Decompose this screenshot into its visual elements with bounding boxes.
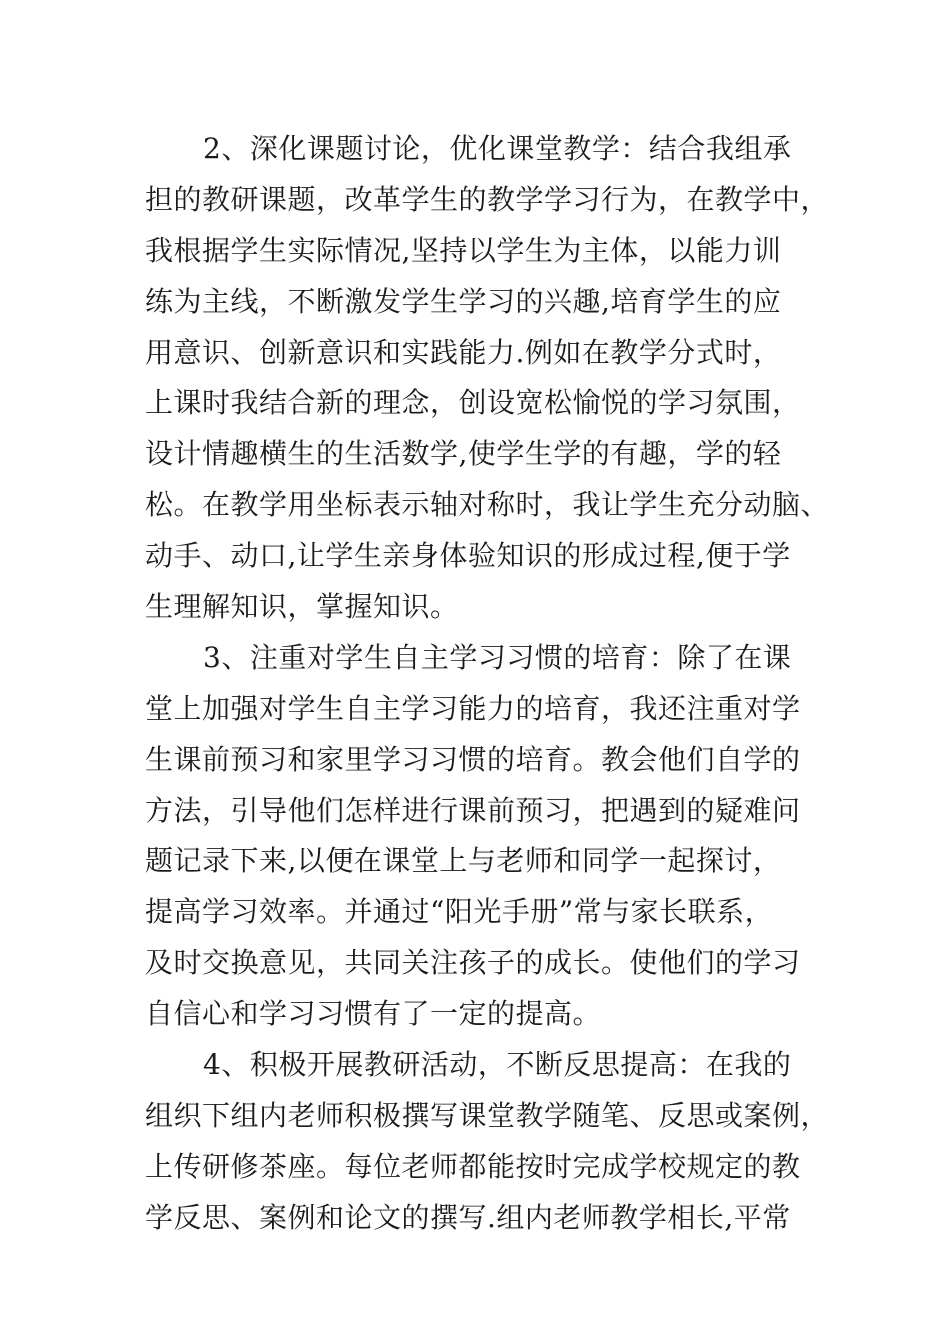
text-line: 自信心和学习习惯有了一定的提高。	[145, 997, 602, 1031]
text-line: 上传研修茶座。每位老师都能按时完成学校规定的教	[145, 1149, 801, 1183]
text-line: 担的教研课题，改革学生的教学学习行为，在教学中，	[145, 182, 830, 216]
text-line: 2、深化课题讨论，优化课堂教学：结合我组承	[203, 132, 792, 165]
text-line: 组织下组内老师积极撰写课堂教学随笔、反思或案例，	[145, 1098, 830, 1132]
text-line: 堂上加强对学生自主学习能力的培育，我还注重对学	[145, 691, 801, 725]
text-line: 提高学习效率。并通过“阳光手册”常与家长联系，	[145, 895, 774, 929]
document-page	[145, 124, 830, 1244]
text-line: 练为主线，不断激发学生学习的兴趣,培育学生的应	[145, 284, 782, 318]
paragraph-3	[145, 633, 810, 1040]
text-line: 学反思、案例和论文的撰写.组内老师教学相长,平常	[145, 1200, 791, 1234]
text-line: 我根据学生实际情况,坚持以学生为主体，以能力训	[145, 233, 782, 267]
text-line: 用意识、创新意识和实践能力.例如在教学分式时，	[145, 335, 782, 369]
text-line: 4、积极开展教研活动，不断反思提高：在我的	[203, 1048, 792, 1082]
text-line: 生理解知识，掌握知识。	[145, 590, 459, 624]
text-line: 及时交换意见，共同关注孩子的成长。使他们的学习	[145, 946, 801, 980]
text-line: 上课时我结合新的理念，创设宽松愉悦的学习氛围，	[145, 386, 801, 420]
text-line: 方法，引导他们怎样进行课前预习，把遇到的疑难问	[145, 793, 801, 827]
text-line: 松。在教学用坐标表示轴对称时，我让学生充分动脑、	[145, 488, 830, 522]
text-line: 3、注重对学生自主学习习惯的培育：除了在课	[203, 640, 792, 674]
text-line: 生课前预习和家里学习习惯的培育。教会他们自学的	[145, 742, 801, 776]
text-line: 动手、动口,让学生亲身体验知识的形成过程,便于学	[145, 539, 791, 573]
paragraph-4	[145, 1040, 830, 1244]
text-line: 题记录下来,以便在课堂上与老师和同学一起探讨，	[145, 844, 782, 878]
text-line: 设计情趣横生的生活数学,使学生学的有趣，学的轻	[145, 437, 782, 471]
paragraph-2	[145, 124, 830, 633]
